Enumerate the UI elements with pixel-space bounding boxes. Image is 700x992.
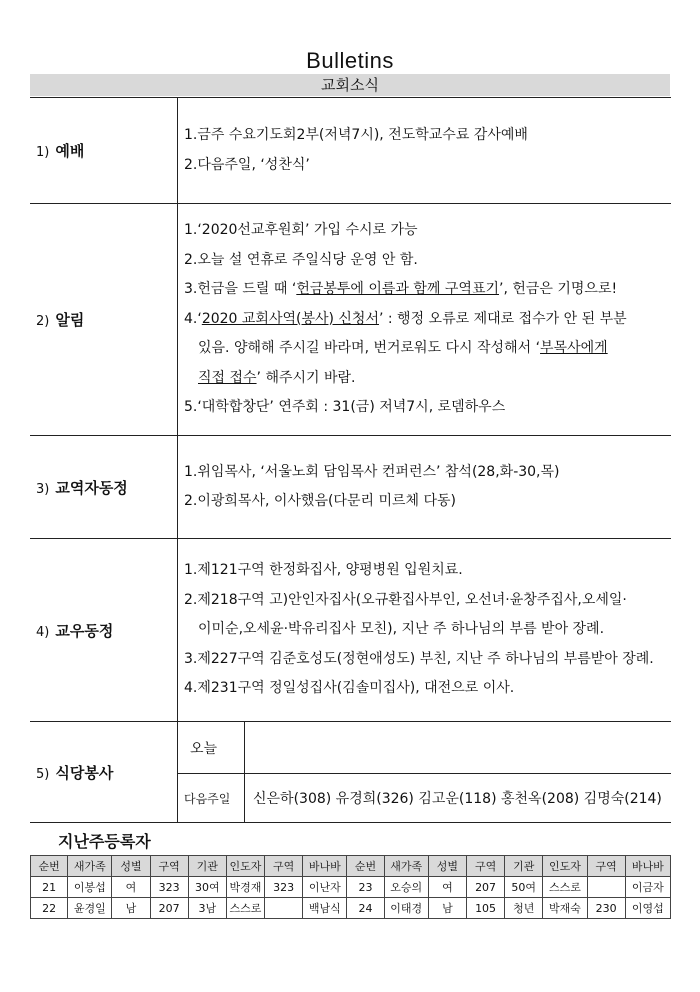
table-cell: 30여 xyxy=(188,877,226,898)
notice-line xyxy=(184,364,667,394)
table-cell xyxy=(587,877,625,898)
table-cell: 230 xyxy=(587,898,625,919)
column-header: 성별 xyxy=(112,856,150,877)
notice-text: ’ : 행정 오류로 제대로 접수가 안 된 부분 xyxy=(378,310,627,327)
kitchen-row xyxy=(30,722,671,823)
kitchen-today-label: 오늘 xyxy=(178,722,245,774)
kitchen-today-row xyxy=(178,722,671,774)
table-row xyxy=(31,898,671,919)
section-label: 예배 xyxy=(55,142,85,160)
column-header: 새가족 xyxy=(68,856,112,877)
worship-line: 1.금주 수요기도회2부(저녁7시), 전도학교수료 감사예배 xyxy=(184,127,528,143)
table-cell: 백남식 xyxy=(303,898,347,919)
registration-header-row xyxy=(31,856,671,877)
underlined-text: 헌금봉투에 이름과 함께 구역표기 xyxy=(296,281,499,298)
notice-line: 1.‘2020선교후원회’ 가입 수시로 가능 xyxy=(184,222,418,239)
members-line: 1.제121구역 한정화집사, 양평병원 입원치료. xyxy=(184,562,463,579)
section-number: 3) xyxy=(36,481,50,497)
section-number: 2) xyxy=(36,314,50,329)
members-content xyxy=(178,539,672,722)
section-label: 교역자동정 xyxy=(55,478,128,497)
section-subtitle: 교회소식 xyxy=(30,74,670,96)
registration-table xyxy=(30,855,671,919)
table-cell: 207 xyxy=(150,898,188,919)
table-cell: 21 xyxy=(31,877,68,898)
column-header: 인도자 xyxy=(543,856,587,877)
column-header: 구역 xyxy=(265,856,303,877)
table-cell: 24 xyxy=(347,898,384,919)
table-cell: 이태경 xyxy=(384,898,428,919)
notice-line: 5.‘대학합창단’ 연주회 : 31(금) 저녁7시, 로뎀하우스 xyxy=(184,399,506,416)
column-header: 순번 xyxy=(31,856,68,877)
worship-line: 2.다음주일, ‘성찬식’ xyxy=(184,156,310,173)
kitchen-label-cell xyxy=(30,722,178,823)
column-header: 기관 xyxy=(505,856,543,877)
table-cell: 23 xyxy=(347,877,384,898)
table-cell: 이금자 xyxy=(625,877,670,898)
members-line: 4.제231구역 정일성집사(김솔미집사), 대전으로 이사. xyxy=(184,680,515,697)
notice-line xyxy=(184,334,667,364)
underlined-text: 직접 접수 xyxy=(198,369,257,386)
column-header: 바나바 xyxy=(625,856,670,877)
underlined-text: 부목사에게 xyxy=(540,340,608,357)
column-header: 순번 xyxy=(347,856,384,877)
table-cell: 박재숙 xyxy=(543,898,587,919)
column-header: 바나바 xyxy=(303,856,347,877)
kitchen-next-row xyxy=(178,774,671,823)
section-number: 4) xyxy=(36,624,50,640)
notice-row xyxy=(30,204,671,436)
members-label-cell xyxy=(30,539,178,722)
table-cell: 이난자 xyxy=(303,877,347,898)
kitchen-today-value xyxy=(245,722,672,774)
notice-text: 3.헌금을 드릴 때 ‘ xyxy=(184,281,297,298)
table-cell: 스스로 xyxy=(226,898,264,919)
column-header: 새가족 xyxy=(384,856,428,877)
table-cell: 3남 xyxy=(188,898,226,919)
table-cell: 윤경일 xyxy=(68,898,112,919)
bulletin-table xyxy=(30,97,671,823)
worship-label-cell xyxy=(30,98,178,204)
column-header: 구역 xyxy=(150,856,188,877)
section-label: 식당봉사 xyxy=(55,763,114,782)
notice-label-cell xyxy=(30,204,178,436)
table-cell: 105 xyxy=(466,898,504,919)
worship-row xyxy=(30,98,671,204)
section-label: 교우동정 xyxy=(55,621,114,640)
table-cell: 스스로 xyxy=(543,877,587,898)
notice-text: ’, 헌금은 기명으로! xyxy=(499,281,618,298)
notice-line xyxy=(184,305,667,335)
table-cell: 50여 xyxy=(505,877,543,898)
table-cell xyxy=(265,898,303,919)
section-number: 1) xyxy=(36,145,50,160)
table-cell: 323 xyxy=(150,877,188,898)
ministers-content xyxy=(178,436,672,539)
notice-text: ’ 해주시기 바람. xyxy=(256,369,356,386)
table-cell: 남 xyxy=(428,898,466,919)
column-header: 기관 xyxy=(188,856,226,877)
notice-text: 있음. 양해해 주시길 바라며, 번거로워도 다시 작성해서 ‘ xyxy=(198,340,541,357)
kitchen-content xyxy=(178,722,672,823)
table-cell: 청년 xyxy=(505,898,543,919)
underlined-text: 2020 교회사역(봉사) 신청서 xyxy=(201,310,379,327)
table-cell: 박경재 xyxy=(226,877,264,898)
page-title: Bulletins xyxy=(306,48,394,73)
notice-content xyxy=(178,204,672,436)
table-cell: 이영섭 xyxy=(625,898,670,919)
table-row xyxy=(31,877,671,898)
table-cell: 323 xyxy=(265,877,303,898)
table-cell: 여 xyxy=(112,877,150,898)
table-cell: 207 xyxy=(466,877,504,898)
column-header: 성별 xyxy=(428,856,466,877)
kitchen-next-value: 신은하(308) 유경희(326) 김고운(118) 홍천옥(208) 김명숙(214) xyxy=(253,791,662,807)
ministers-label-cell xyxy=(30,436,178,539)
members-line: 3.제227구역 김준호성도(정현애성도) 부친, 지난 주 하나님의 부름받아 장례. xyxy=(184,650,654,667)
ministers-line: 1.위임목사, ‘서울노회 담임목사 컨퍼런스’ 참석(28,화-30,목) xyxy=(184,463,560,480)
ministers-row xyxy=(30,436,671,539)
members-line: 이미순,오세윤·박유리집사 모친), 지난 주 하나님의 부름 받아 장례. xyxy=(198,621,605,638)
notice-text: 4.‘ xyxy=(184,310,202,327)
kitchen-next-label: 다음주일 xyxy=(178,774,245,823)
notice-line xyxy=(184,275,667,305)
ministers-line: 2.이광희목사, 이사했음(다문리 미르체 다동) xyxy=(184,493,456,509)
members-row xyxy=(30,539,671,722)
worship-content xyxy=(178,98,672,204)
table-cell: 이봉섭 xyxy=(68,877,112,898)
members-line: 2.제218구역 고)안인자집사(오규환집사부인, 오선녀·윤창주집사,오세일· xyxy=(184,591,627,608)
table-cell: 22 xyxy=(31,898,68,919)
section-number: 5) xyxy=(36,766,50,782)
table-cell: 여 xyxy=(428,877,466,898)
notice-line: 2.오늘 설 연휴로 주일식당 운영 안 함. xyxy=(184,251,418,268)
column-header: 인도자 xyxy=(226,856,264,877)
column-header: 구역 xyxy=(466,856,504,877)
table-cell: 남 xyxy=(112,898,150,919)
kitchen-schedule xyxy=(178,722,671,822)
section-label: 알림 xyxy=(55,311,85,329)
table-cell: 오승의 xyxy=(384,877,428,898)
column-header: 구역 xyxy=(587,856,625,877)
registration-title: 지난주등록자 xyxy=(58,832,151,851)
